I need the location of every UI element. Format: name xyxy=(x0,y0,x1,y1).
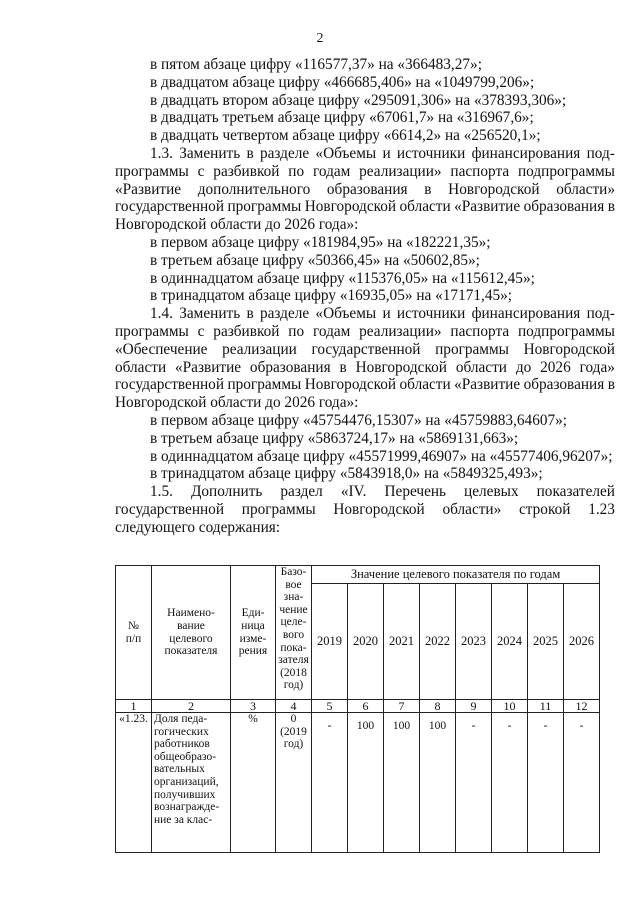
column-number: 7 xyxy=(384,700,420,713)
amendment-line: в двадцатом абзаце цифру «466685,406» на «1049799,206»; xyxy=(150,73,535,91)
word: Новгородской xyxy=(304,376,397,394)
row-year-value: 100 xyxy=(420,713,456,853)
word: финансирования xyxy=(471,305,581,323)
row-year-value: 100 xyxy=(384,713,420,853)
word: под- xyxy=(586,144,615,162)
word: Заменить xyxy=(179,144,241,162)
word: Новгородской xyxy=(448,180,540,198)
paragraph-line xyxy=(115,163,615,181)
word: 1.5. xyxy=(150,483,173,501)
header-values-by-year: Значение целевого показателя по годам xyxy=(312,566,600,584)
column-number-row xyxy=(116,700,600,713)
word: в xyxy=(246,144,254,162)
word: программы xyxy=(227,376,302,394)
word: года» xyxy=(579,358,615,376)
word: и xyxy=(382,144,391,162)
word: программы xyxy=(115,322,189,340)
header-year: 2023 xyxy=(456,584,492,700)
column-number: 4 xyxy=(276,700,312,713)
word: области xyxy=(399,376,451,394)
column-number: 1 xyxy=(116,700,152,713)
paragraph-line xyxy=(115,376,615,394)
row-year-value: 100 xyxy=(348,713,384,853)
header-year: 2021 xyxy=(384,584,420,700)
word: подпрограммы xyxy=(517,322,615,340)
word: реализации xyxy=(222,340,297,358)
header-indicator-name: Наимено- вание целевого показателя xyxy=(152,566,231,700)
paragraph-line xyxy=(115,305,615,323)
paragraph-line xyxy=(115,501,615,519)
header-year: 2026 xyxy=(564,584,600,700)
amendment-line: в третьем абзаце цифру «5863724,17» на «5869131,663»; xyxy=(150,429,519,447)
word: «Объемы xyxy=(315,144,377,162)
column-number: 8 xyxy=(420,700,456,713)
word: 1.4. xyxy=(150,305,173,323)
row-year-value: - xyxy=(564,713,600,853)
word: Дополнить xyxy=(190,483,263,501)
header-year: 2025 xyxy=(528,584,564,700)
paragraph-line xyxy=(115,341,615,359)
word: подпрограммы xyxy=(517,162,615,180)
table-row xyxy=(116,713,600,853)
row-year-value: - xyxy=(528,713,564,853)
amendment-line: в третьем абзаце цифру «50366,45» на «50602,85»; xyxy=(150,251,480,269)
word: программы xyxy=(115,162,189,180)
column-number: 12 xyxy=(564,700,600,713)
word: программы xyxy=(227,198,302,216)
header-year: 2022 xyxy=(420,584,456,700)
word: источники xyxy=(396,305,466,323)
paragraph-line: следующего содержания: xyxy=(115,518,281,536)
word: государственной xyxy=(115,500,225,518)
word: «Обеспечение xyxy=(115,340,208,358)
word: под- xyxy=(586,305,615,323)
row-number: «1.23. xyxy=(116,713,152,853)
amendment-line: в пятом абзаце цифру «116577,37» на «366483,27»; xyxy=(150,56,482,73)
word: Новгородской xyxy=(523,340,615,358)
word: в xyxy=(607,376,615,394)
word: государственной xyxy=(311,340,421,358)
row-year-value: - xyxy=(312,713,348,853)
header-year: 2019 xyxy=(312,584,348,700)
word: в xyxy=(607,198,615,216)
word: раздел xyxy=(280,483,323,501)
column-number: 2 xyxy=(152,700,231,713)
word: 1.23 xyxy=(588,500,615,518)
word: разделе xyxy=(259,305,310,323)
word: Заменить xyxy=(179,305,241,323)
amendment-line: в одиннадцатом абзаце цифру «115376,05» на «115612,45»; xyxy=(150,269,535,287)
page-number: 2 xyxy=(316,31,324,46)
word: финансирования xyxy=(471,144,581,162)
row-year-value: - xyxy=(492,713,528,853)
word: и xyxy=(382,305,391,323)
word: образования xyxy=(326,180,408,198)
word: годам xyxy=(312,322,351,340)
amendment-line: в первом абзаце цифру «181984,95» на «182221,35»; xyxy=(150,233,491,251)
paragraph-line xyxy=(115,483,615,501)
word: «Развитие xyxy=(175,358,242,376)
paragraph-line xyxy=(115,359,615,377)
row-year-value: - xyxy=(456,713,492,853)
word: реализации» xyxy=(359,162,442,180)
header-year: 2020 xyxy=(348,584,384,700)
word: с xyxy=(197,322,205,340)
word: образования xyxy=(523,198,605,216)
word: строкой xyxy=(519,500,571,518)
word: целевых xyxy=(464,483,519,501)
word: годам xyxy=(312,162,351,180)
amendment-line: в тринадцатом абзаце цифру «16935,05» на «17171,45»; xyxy=(150,287,513,305)
word: программы xyxy=(435,340,509,358)
indicator-table xyxy=(115,565,600,853)
column-number: 10 xyxy=(492,700,528,713)
word: 2026 xyxy=(540,358,571,376)
word: с xyxy=(197,162,205,180)
word: до xyxy=(515,358,532,376)
amendment-line: в двадцать втором абзаце цифру «295091,306» на «378393,306»; xyxy=(150,91,567,109)
word: Новгородской xyxy=(304,198,397,216)
word: в xyxy=(424,180,432,198)
word: разделе xyxy=(259,144,310,162)
word: 1.3. xyxy=(150,144,173,162)
header-base-value: Базо- вое зна- чение целе- вого пока- зателя (2018 год) xyxy=(276,566,312,700)
word: области» xyxy=(442,500,502,518)
amendment-line: в первом абзаце цифру «45754476,15307» на «45759883,64607»; xyxy=(150,411,568,429)
word: «Развитие xyxy=(454,198,521,216)
paragraph-line xyxy=(115,145,615,163)
word: Перечень xyxy=(384,483,447,501)
document-body xyxy=(115,56,615,537)
paragraph-line: Новгородской области до 2026 года»: xyxy=(115,394,359,412)
paragraph-line: Новгородской области до 2026 года»: xyxy=(115,216,359,234)
word: программы xyxy=(241,500,316,518)
row-base-value: 0 (2019 год) xyxy=(276,713,312,853)
word: показателей xyxy=(536,483,615,501)
column-number: 3 xyxy=(231,700,276,713)
word: дополнительного xyxy=(197,180,311,198)
word: Новгородской xyxy=(355,358,447,376)
word: образования xyxy=(523,376,605,394)
amendment-line: в одиннадцатом абзаце цифру «45571999,46907» на «45577406,96207»; xyxy=(150,447,613,465)
word: разбивкой xyxy=(213,162,280,180)
row-indicator-name: Доля педа- гогических работников общеобразо- вательных организаций, получивших вознагражде- ние за клас- xyxy=(152,713,231,853)
word: разбивкой xyxy=(213,322,280,340)
column-number: 11 xyxy=(528,700,564,713)
word: области» xyxy=(556,180,615,198)
word: области xyxy=(455,358,507,376)
header-year: 2024 xyxy=(492,584,528,700)
word: паспорта xyxy=(450,322,510,340)
word: реализации» xyxy=(359,322,442,340)
column-number: 5 xyxy=(312,700,348,713)
column-number: 9 xyxy=(456,700,492,713)
word: области xyxy=(399,198,451,216)
word: паспорта xyxy=(450,162,510,180)
paragraph-line xyxy=(115,198,615,216)
word: «IV. xyxy=(340,483,367,501)
word: области xyxy=(115,358,167,376)
header-unit: Еди- ница изме- рения xyxy=(231,566,276,700)
word: «Объемы xyxy=(315,305,377,323)
word: Новгородской xyxy=(333,500,425,518)
paragraph-line xyxy=(115,181,615,199)
word: «Развитие xyxy=(115,180,182,198)
row-unit: % xyxy=(231,713,276,853)
word: государственной xyxy=(115,376,225,394)
word: образования xyxy=(249,358,331,376)
word: по xyxy=(288,322,305,340)
word: по xyxy=(288,162,305,180)
amendment-line: в тринадцатом абзаце цифру «5843918,0» на «5849325,493»; xyxy=(150,465,543,483)
word: «Развитие xyxy=(454,376,521,394)
paragraph-line xyxy=(115,323,615,341)
amendment-line: в двадцать четвертом абзаце цифру «6614,2» на «256520,1»; xyxy=(150,127,541,145)
amendment-line: в двадцать третьем абзаце цифру «67061,7» на «316967,6»; xyxy=(150,109,534,127)
header-num: № п/п xyxy=(116,566,152,700)
word: источники xyxy=(396,144,466,162)
word: в xyxy=(246,305,254,323)
column-number: 6 xyxy=(348,700,384,713)
word: в xyxy=(339,358,347,376)
word: государственной xyxy=(115,198,225,216)
